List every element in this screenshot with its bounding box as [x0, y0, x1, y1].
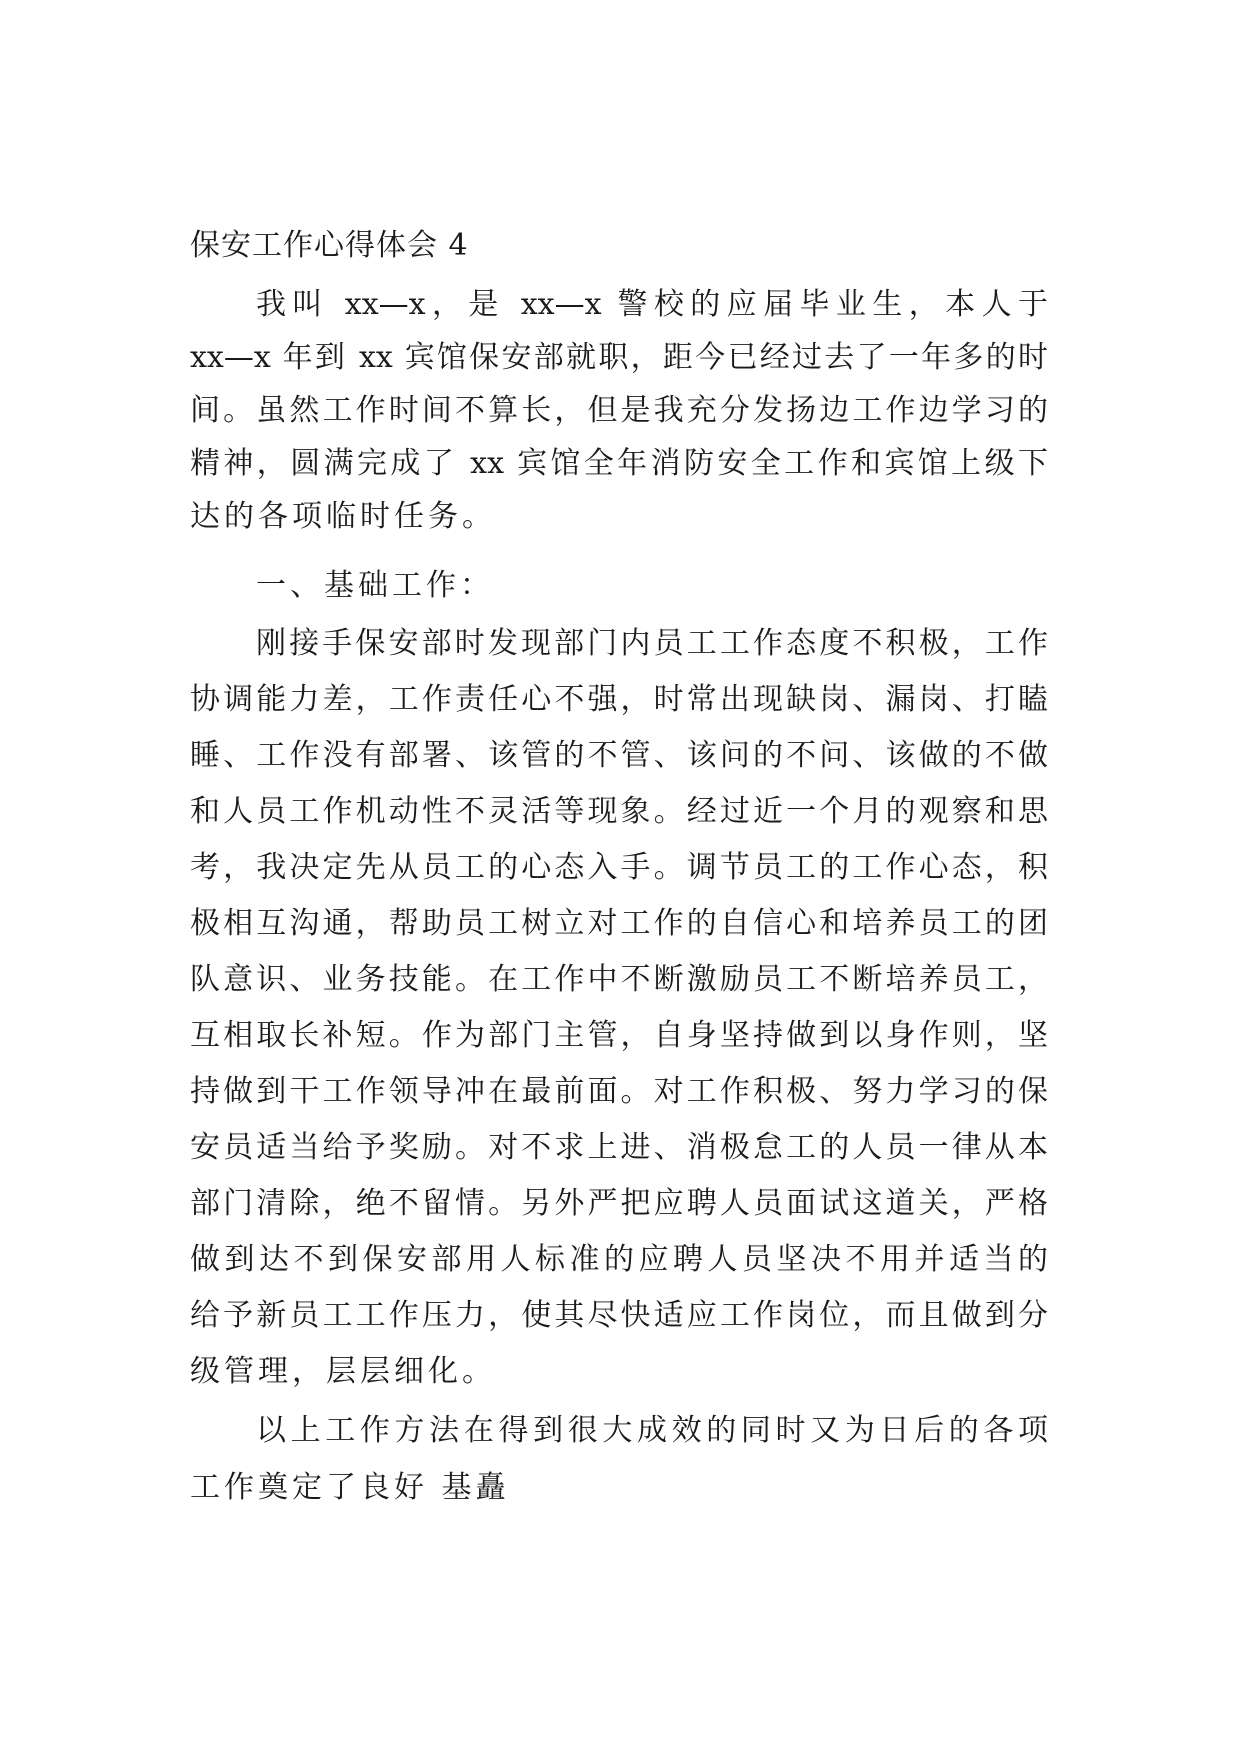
para2-line-6: 极相互沟通，帮助员工树立对工作的自信心和培养员工的团: [190, 906, 1048, 941]
para1-line-1: 我叫 xx—x，是 xx—x 警校的应届毕业生，本人于: [256, 287, 1048, 322]
para2-line-7: 队意识、业务技能。在工作中不断激励员工不断培养员工，: [190, 962, 1048, 997]
section-heading: 一、基础工作：: [256, 568, 494, 603]
para1-line-5: 达的各项临时任务。: [190, 499, 496, 534]
para2-line-12: 做到达不到保安部用人标准的应聘人员坚决不用并适当的: [190, 1242, 1048, 1277]
para1-line-2: xx—x 年到 xx 宾馆保安部就职，距今已经过去了一年多的时: [190, 340, 1048, 375]
para2-line-11: 部门清除，绝不留情。另外严把应聘人员面试这道关，严格: [190, 1186, 1048, 1221]
para2-line-13: 给予新员工工作压力，使其尽快适应工作岗位，而且做到分: [190, 1298, 1048, 1333]
para2-line-4: 和人员工作机动性不灵活等现象。经过近一个月的观察和思: [190, 794, 1048, 829]
para2-line-3: 睡、工作没有部署、该管的不管、该问的不问、该做的不做: [190, 738, 1048, 773]
para2-line-1: 刚接手保安部时发现部门内员工工作态度不积极，工作: [256, 626, 1048, 661]
para2-line-5: 考，我决定先从员工的心态入手。调节员工的工作心态，积: [190, 850, 1048, 885]
para2-line-2: 协调能力差，工作责任心不强，时常出现缺岗、漏岗、打瞌: [190, 682, 1048, 717]
para1-line-4: 精神，圆满完成了 xx 宾馆全年消防安全工作和宾馆上级下: [190, 446, 1048, 481]
para2-line-10: 安员适当给予奖励。对不求上进、消极怠工的人员一律从本: [190, 1130, 1048, 1165]
para2-line-9: 持做到干工作领导冲在最前面。对工作积极、努力学习的保: [190, 1074, 1048, 1109]
para2-line-14: 级管理，层层细化。: [190, 1354, 496, 1389]
para2-line-8: 互相取长补短。作为部门主管，自身坚持做到以身作则，坚: [190, 1018, 1048, 1053]
document-title: 保安工作心得体会 4: [190, 228, 469, 263]
para1-line-3: 间。虽然工作时间不算长，但是我充分发扬边工作边学习的: [190, 393, 1048, 428]
para3-line-1: 以上工作方法在得到很大成效的同时又为日后的各项: [256, 1413, 1048, 1448]
para3-line-2: 工作奠定了良好 基矗: [190, 1470, 510, 1505]
